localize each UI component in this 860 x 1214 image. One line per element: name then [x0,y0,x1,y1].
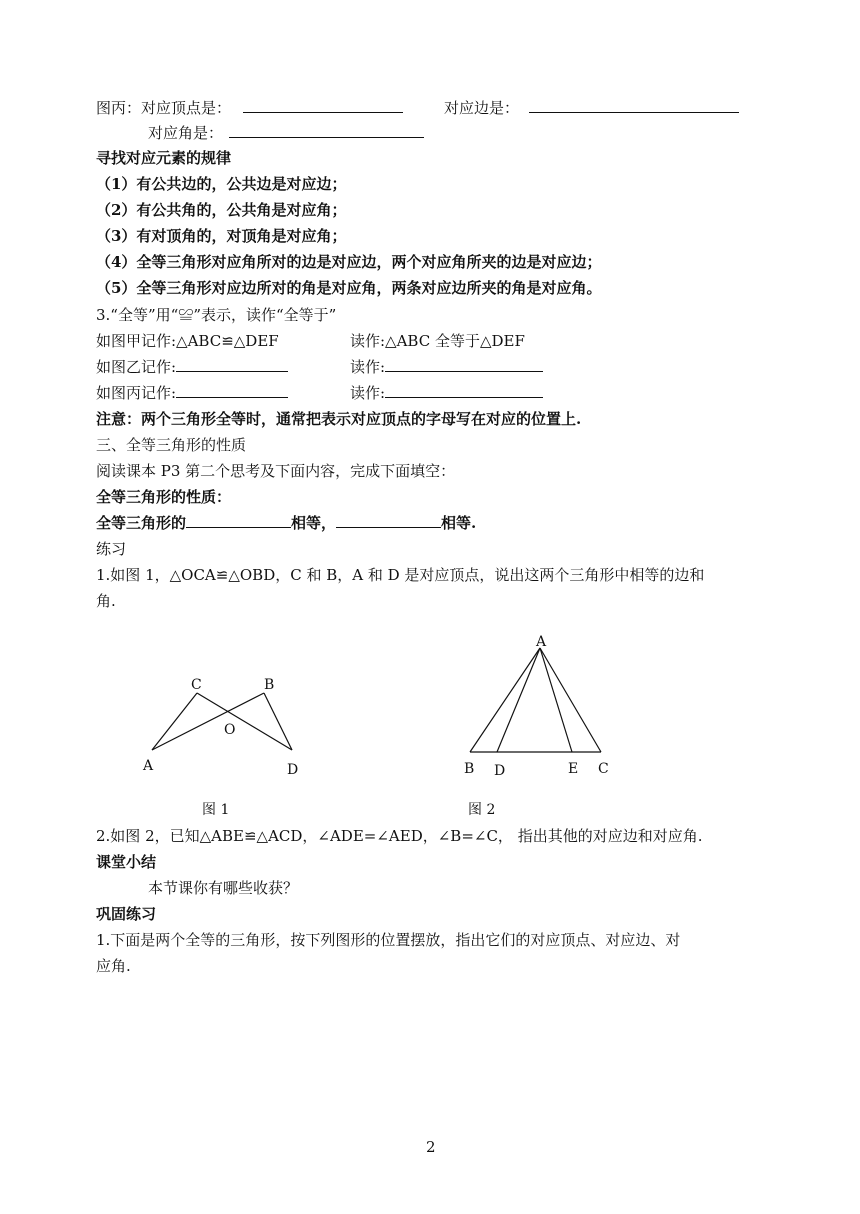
fig1-caption: 图 1 [202,802,230,818]
figure-2 [464,634,609,818]
fig1-label-d: D [287,762,299,778]
notation-title: 3.“全等”用“≌”表示，读作“全等于” [96,306,337,324]
summary-heading: 课堂小结 [96,853,157,871]
rule-item-2: （2）有公共角的，公共角是对应角； [96,201,347,219]
fig2-caption: 图 2 [468,802,496,818]
fig2-label-c: C [598,761,609,777]
notation-note: 注意：两个三角形全等时，通常把表示对应顶点的字母写在对应的位置上. [96,410,582,428]
bing-angles-label: 对应角是： [148,124,224,142]
property-text-a: 全等三角形的 [96,514,187,532]
fig2-label-d: D [494,763,506,779]
fig1-label-c: C [191,677,202,693]
fig1-label-b: B [264,677,275,693]
fig2-label-b: B [464,761,475,777]
fig2-label-a: A [536,634,547,650]
jia-read: 读作:△ABC 全等于△DEF [350,332,525,350]
property-text-b: 相等， [291,514,337,532]
rules-title: 寻找对应元素的规律 [96,149,232,167]
rule-item-1: （1）有公共边的，公共边是对应边； [96,175,347,193]
fig1-side-ab [152,693,264,750]
fig1-label-a: A [143,758,154,774]
rule-item-3: （3）有对顶角的，对顶角是对应角； [96,227,347,245]
practice-heading: 练习 [96,540,127,558]
bing-write-label: 如图丙记作: [96,384,177,402]
fig2-side-ae [540,648,572,752]
property-title: 全等三角形的性质： [96,488,232,506]
yi-write-label: 如图乙记作: [96,358,177,376]
fig2-side-ac [540,648,601,752]
fig1-side-ac [152,693,197,750]
bing-read-label: 读作: [350,384,386,402]
figure-1 [142,677,298,818]
jia-write: 如图甲记作:△ABC≌△DEF [96,332,279,350]
practice-q1-line1: 1.如图 1，△OCA≌△OBD，C 和 B，A 和 D 是对应顶点，说出这两个三角形中相等的边和 [96,566,705,584]
section3-heading: 三、全等三角形的性质 [96,436,247,454]
consolidation-heading: 巩固练习 [96,905,157,923]
bing-sides-label: 对应边是： [444,99,520,117]
bing-vertices-label: 图丙：对应顶点是： [96,99,232,117]
practice-q2: 2.如图 2，已知△ABE≌△ACD，∠ADE=∠AED，∠B=∠C， 指出其他的对应边和对应角. [96,827,703,845]
property-text-c: 相等. [441,514,477,532]
consolidation-q1-line2: 应角. [96,957,131,975]
section3-intro: 阅读课本 P3 第二个思考及下面内容，完成下面填空： [96,462,456,480]
fig2-side-ad [497,648,540,752]
summary-question: 本节课你有哪些收获？ [148,879,299,897]
fig2-label-e: E [568,761,579,777]
fig2-side-ab [470,648,540,752]
rule-item-5: （5）全等三角形对应边所对的角是对应角，两条对应边所夹的角是对应角。 [96,279,602,297]
fig1-label-o: O [224,722,236,738]
page-number: 2 [426,1138,436,1156]
yi-read-label: 读作: [350,358,386,376]
practice-q1-line2: 角. [96,592,116,610]
consolidation-q1-line1: 1.下面是两个全等的三角形，按下列图形的位置摆放，指出它们的对应顶点、对应边、对 [96,931,681,949]
rule-item-4: （4）全等三角形对应角所对的边是对应边，两个对应角所夹的边是对应边； [96,253,602,271]
